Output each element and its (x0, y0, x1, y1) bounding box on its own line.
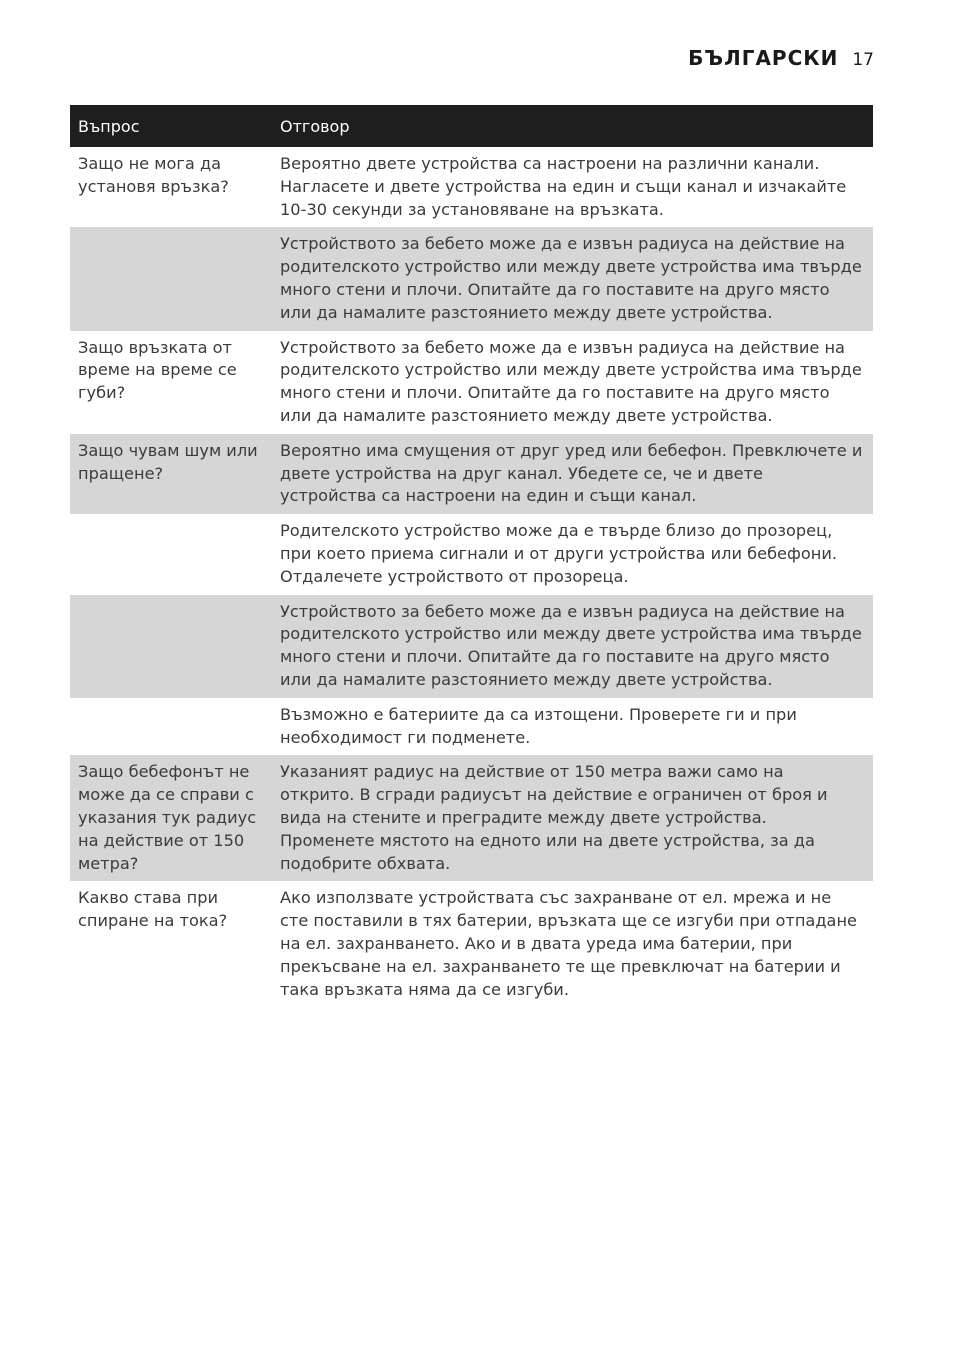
answer-cell: Устройството за бебето може да е извън радиуса на действие на родителското устройство или между двете устройства има твърде много стени и плочи. Опитайте да го поставите на друго място или да намалите разстоянието между двете устройства. (280, 601, 862, 689)
question-cell: Защо чувам шум или пращене? (78, 440, 258, 483)
troubleshooting-table (70, 105, 873, 1007)
answer-cell: Родителското устройство може да е твърде близо до прозорец, при което приема сигнали и от други устройства или бебефони. Отдалечете устройството от прозореца. (280, 521, 838, 586)
question-cell (70, 514, 270, 594)
answer-cell: Възможно е батериите да са изтощени. Проверете ги и при необходимост ги подменете. (280, 704, 797, 747)
table-body (70, 147, 873, 1007)
table-row (70, 514, 873, 594)
question-cell (70, 595, 270, 698)
question-cell: Защо не мога да установя връзка? (78, 154, 229, 196)
answer-cell: Указаният радиус на действие от 150 метра важи само на открито. В сгради радиусът на действие е ограничен от броя и вида на стените и преградите между двете устройства. Променете мястото на едното или на двете устройства, за да подобрите обхвата. (280, 762, 828, 873)
question-cell (70, 227, 270, 330)
table-row (70, 227, 873, 330)
answer-cell: Устройството за бебето може да е извън радиуса на действие на родителското устройство или между двете устройства има твърде много стени и плочи. Опитайте да го поставите на друго място или да намалите разстоянието между двете устройства. (280, 337, 862, 425)
table-row (70, 881, 873, 1007)
answer-cell: Вероятно има смущения от друг уред или бебефон. Превключете и двете устройства на друг канал. Убедете се, че и двете устройства са настроени на един и същи канал. (280, 440, 863, 506)
page-header (688, 46, 874, 76)
answer-cell: Ако използвате устройствата със захранване от ел. мрежа и не сте поставили в тях батерии, връзката ще се изгуби при отпадане на ел. захранването. Ако и в двата уреда има батерии, при прекъсване на ел. захранването те ще превключат на батерии и така връзката няма да се изгуби. (280, 888, 858, 999)
table-row (70, 147, 873, 227)
table-row (70, 331, 873, 434)
table-row (70, 698, 873, 756)
column-header-answer: Отговор (280, 116, 350, 136)
question-cell: Какво става при спиране на тока? (78, 888, 228, 931)
question-cell: Защо бебефонът не може да се справи с указания тук радиус на действие от 150 метра? (78, 762, 257, 873)
answer-cell: Вероятно двете устройства са настроени на различни канали. Нагласете и двете устройства на един и същи канал и изчакайте 10-30 секунди за установяване на връзката. (280, 154, 847, 219)
question-cell: Защо връзката от време на време се губи? (78, 337, 237, 403)
section-language-title: БЪЛГАРСКИ (688, 46, 839, 70)
table-row (70, 755, 873, 881)
table-row (70, 434, 873, 514)
question-cell (70, 698, 270, 756)
table-row (70, 595, 873, 698)
table-header-row (70, 105, 873, 147)
answer-cell: Устройството за бебето може да е извън радиуса на действие на родителското устройство или между двете устройства има твърде много стени и плочи. Опитайте да го поставите на друго място или да намалите разстоянието между двете устройства. (280, 234, 862, 322)
column-header-question: Въпрос (78, 116, 140, 136)
page-number: 17 (852, 50, 874, 70)
